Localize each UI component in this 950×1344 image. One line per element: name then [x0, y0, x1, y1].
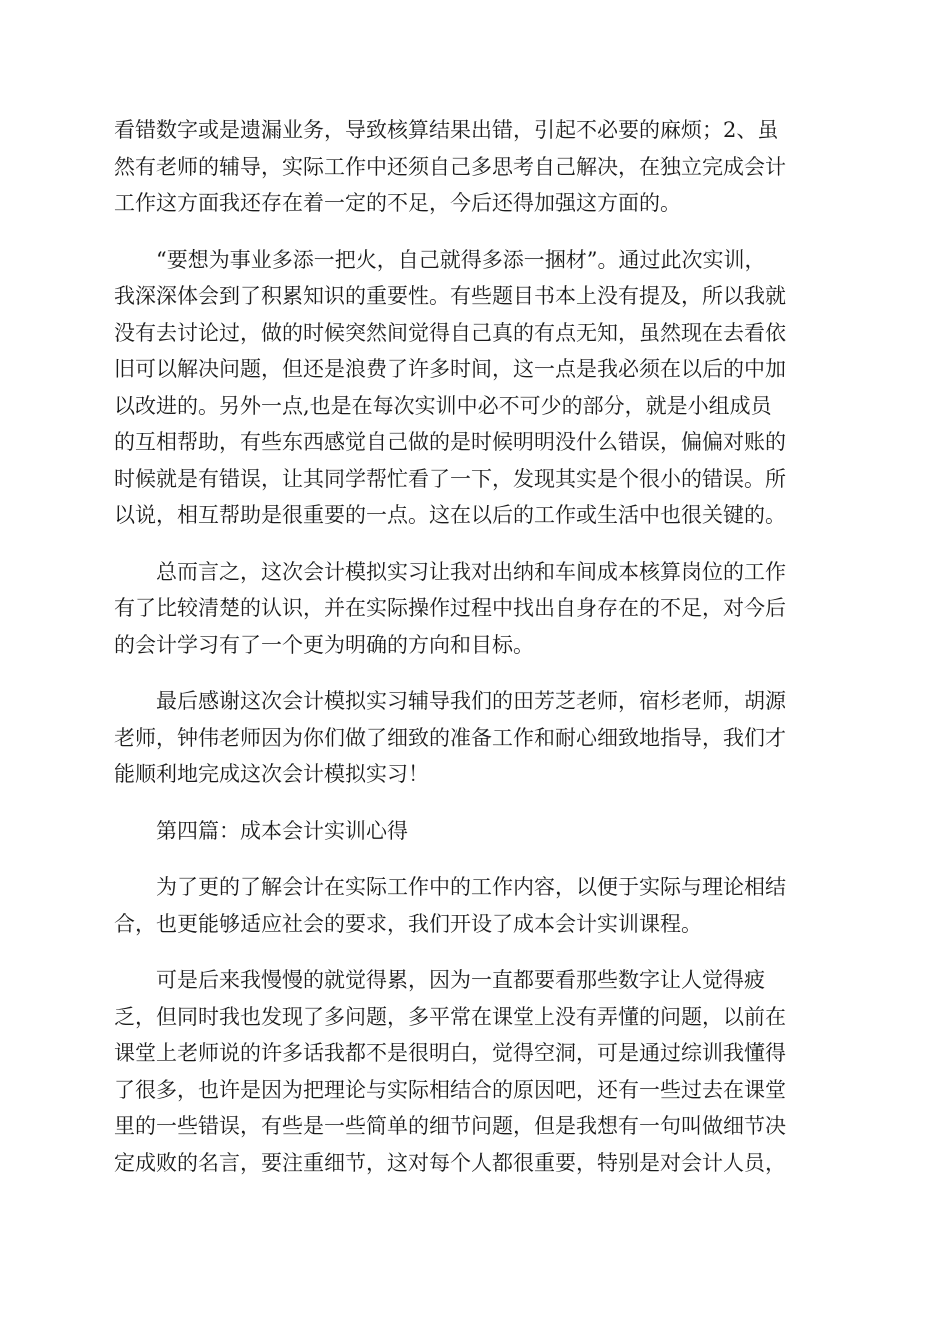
paragraph-gap — [114, 849, 834, 869]
paragraph-thanks: 最后感谢这次会计模拟实习辅导我们的田芳芝老师，宿杉老师，胡源 老师，钟伟老师因为你们做了细致的准备工作和耐心细致地指导，我们才 能顺利地完成这次会计模拟实习！ — [114, 689, 786, 786]
paragraph-gap — [114, 663, 834, 683]
paragraph-accumulate-knowledge: “要想为事业多添一把火，自己就得多添一捆材”。通过此次实训， 我深深体会到了积累知识的重要性。有些题目书本上没有提及，所以我就 没有去讨论过，做的时候突然间觉得自己真的有点无知，虽然现在去看依 旧可以解决问题，但还是浪费了许多时间，这一点是我必须在以后的中加 以改进的。另外一点,也是在每次实训中必不可少的部分，就是小组成员 的互相帮助，有些东西感觉自己做的是时候明明没什么错误，偏偏对账的 时候就是有错误，让其同学帮忙看了一下，发现其实是个很小的错误。所 以说，相互帮助是很重要的一点。这在以后的工作或生活中也很关键的。 — [114, 247, 786, 527]
paragraph-gap — [114, 942, 834, 962]
paragraph-gap — [114, 534, 834, 554]
section-heading: 第四篇：成本会计实训心得 — [156, 818, 408, 843]
document-body — [114, 112, 834, 1181]
paragraph-gap — [114, 793, 834, 813]
paragraph-continuation: 看错数字或是遗漏业务，导致核算结果出错，引起不必要的麻烦；2、虽 然有老师的辅导，实际工作中还须自己多思考自己解决，在独立完成会计 工作这方面我还存在着一定的不足，今后还得加强这方面的。 — [114, 118, 786, 215]
paragraph-gap — [114, 222, 834, 242]
paragraph-summary: 总而言之，这次会计模拟实习让我对出纳和车间成本核算岗位的工作 有了比较清楚的认识，并在实际操作过程中找出自身存在的不足，对今后 的会计学习有了一个更为明确的方向和目标。 — [114, 559, 786, 657]
paragraph-reflection: 可是后来我慢慢的就觉得累，因为一直都要看那些数字让人觉得疲 乏，但同时我也发现了多问题，多平常在课堂上没有弄懂的问题，以前在 课堂上老师说的许多话我都不是很明白，觉得空洞，可是通过综训我懂得 了很多，也许是因为把理论与实际相结合的原因吧，还有一些过去在课堂 里的一些错误，有些是一些简单的细节问题，但是我想有一句叫做细节决 定成败的名言，要注重细节，这对每个人都很重要，特别是对会计人员， — [114, 968, 786, 1175]
paragraph-course-intro: 为了更的了解会计在实际工作中的工作内容，以便于实际与理论相结 合，也更能够适应社会的要求，我们开设了成本会计实训课程。 — [114, 875, 786, 936]
